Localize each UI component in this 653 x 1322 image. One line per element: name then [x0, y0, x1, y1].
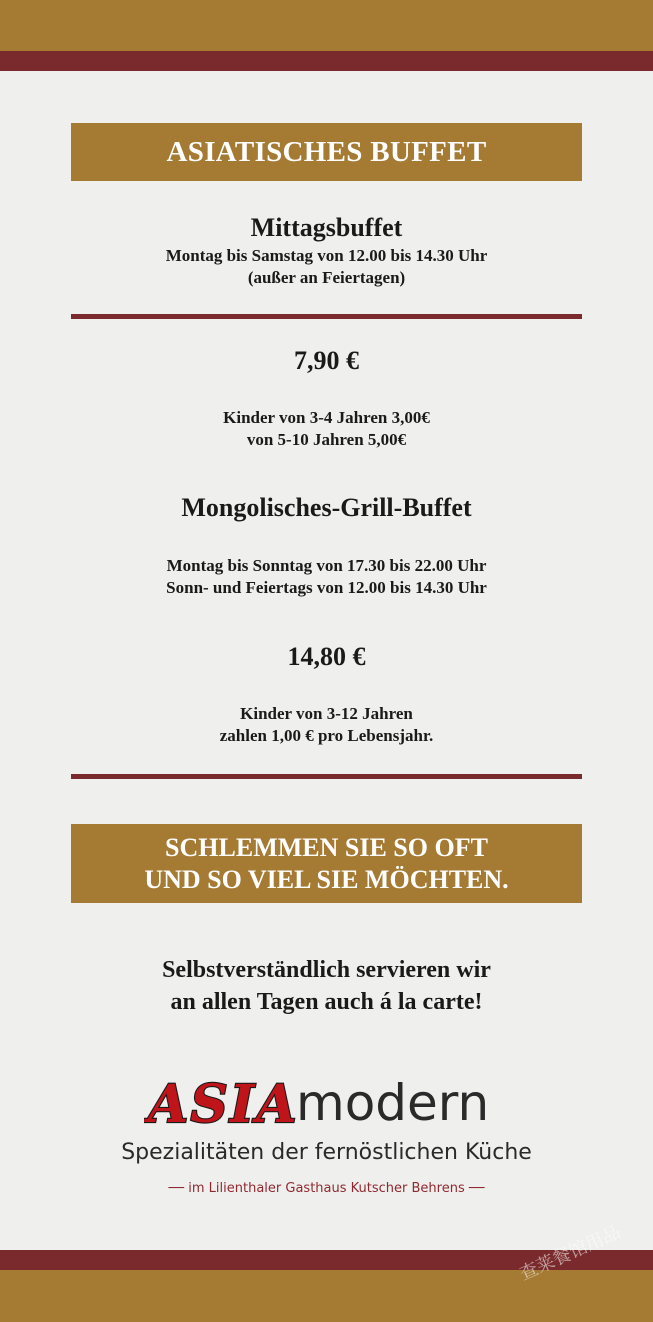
- lunch-price: 7,90 €: [294, 346, 359, 375]
- top-maroon-band: [0, 51, 653, 71]
- page-title-banner: [71, 123, 582, 181]
- top-gold-band: [0, 0, 653, 51]
- page-title: ASIATISCHES BUFFET: [166, 135, 487, 168]
- alacarte-line-1: Selbstverständlich servieren wir: [162, 957, 491, 983]
- logo-modern-word: modern: [296, 1074, 490, 1132]
- watermark-text: 查莱餐馆用品: [516, 1221, 624, 1285]
- slogan-banner: [71, 824, 582, 903]
- slogan-line-2: UND SO VIEL SIE MÖCHTEN.: [144, 864, 509, 894]
- slogan-line-1: SCHLEMMEN SIE SO OFT: [165, 832, 488, 862]
- lunch-kids-price-1: Kinder von 3-4 Jahren 3,00€: [223, 408, 430, 427]
- asia-logo-wordmark: ASIA: [148, 1074, 299, 1134]
- alacarte-line-2: an allen Tagen auch á la carte!: [170, 989, 483, 1015]
- lunch-kids-price-2: von 5-10 Jahren 5,00€: [246, 430, 407, 449]
- lunch-hours: Montag bis Samstag von 12.00 bis 14.30 Uhr: [165, 246, 488, 265]
- divider-bottom: [71, 774, 582, 779]
- grill-hours-2: Sonn- und Feiertags von 12.00 bis 14.30 Uhr: [166, 578, 487, 597]
- grill-hours-1: Montag bis Sonntag von 17.30 bis 22.00 Uhr: [166, 556, 487, 575]
- lunch-holiday-note: (außer an Feiertagen): [247, 268, 406, 287]
- grill-kids-price-1: Kinder von 3-12 Jahren: [240, 704, 413, 723]
- grill-kids-price-2: zahlen 1,00 € pro Lebensjahr.: [219, 726, 434, 745]
- brand-location: ── im Lilienthaler Gasthaus Kutscher Behrens ──: [168, 1181, 485, 1196]
- divider-top: [71, 314, 582, 319]
- grill-price: 14,80 €: [287, 642, 366, 671]
- grill-title: Mongolisches-Grill-Buffet: [181, 493, 472, 522]
- brand-tagline: Spezialitäten der fernöstlichen Küche: [121, 1140, 532, 1165]
- lunch-title: Mittagsbuffet: [250, 213, 403, 242]
